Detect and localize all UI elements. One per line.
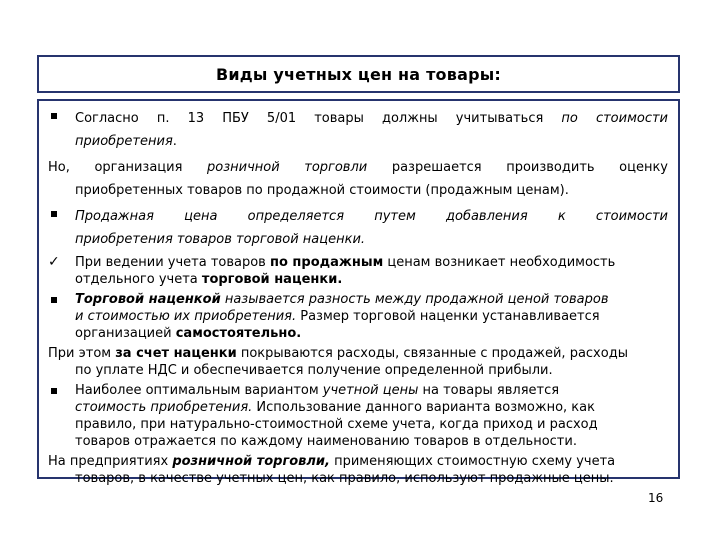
square-bullet-icon bbox=[51, 113, 57, 119]
square-bullet-icon bbox=[51, 297, 57, 303]
paragraph-pbu: Согласно п. 13 ПБУ 5/01 товары должны учитываться по стоимости приобретения. bbox=[48, 107, 668, 153]
paragraph-sale-price-definition: Продажная цена определяется путем добавления к стоимости приобретения товаров торговой наценки. bbox=[48, 205, 668, 251]
check-mark-icon: ✓ bbox=[48, 254, 60, 270]
paragraph-optimal-price: Наиболее оптимальным вариантом учетной цены на товары является стоимость приобретения. Использование данного варианта возможно, как правило, при натурально-стоимостной схеме учета, когда приход и расход товаров отражается по каждому наименованию товаров в отдельности. bbox=[48, 382, 668, 450]
paragraph-separate-accounting: ✓ При ведении учета товаров по продажным ценам возникает необходимость отдельного учета торговой наценки. bbox=[48, 254, 616, 287]
square-bullet-icon bbox=[51, 211, 57, 217]
square-bullet-icon bbox=[51, 388, 57, 394]
content-box bbox=[37, 99, 680, 486]
page-number: 16 bbox=[648, 491, 664, 505]
title-box bbox=[37, 55, 680, 93]
slide-title: Виды учетных цен на товары: bbox=[216, 64, 501, 84]
paragraph-markup-covers: При этом за счет наценки покрываются расходы, связанные с продажей, расходы по уплате НДС и обеспечивается получение определенной прибыли. bbox=[48, 346, 628, 378]
paragraph-retail-enterprises: На предприятиях розничной торговли, применяющих стоимостную схему учета товаров, в качестве учетных цен, как правило, используют продажные цены. bbox=[48, 454, 616, 486]
paragraph-retail-permission: Но, организация розничной торговли разрешается производить оценку приобретенных товаров по продажной стоимости (продажным ценам). bbox=[48, 160, 668, 198]
paragraph-markup-definition: Торговой наценкой называется разность между продажной ценой товаров и стоимостью их приобретения. Размер торговой наценки устанавливается организацией самостоятельно. bbox=[48, 291, 668, 342]
